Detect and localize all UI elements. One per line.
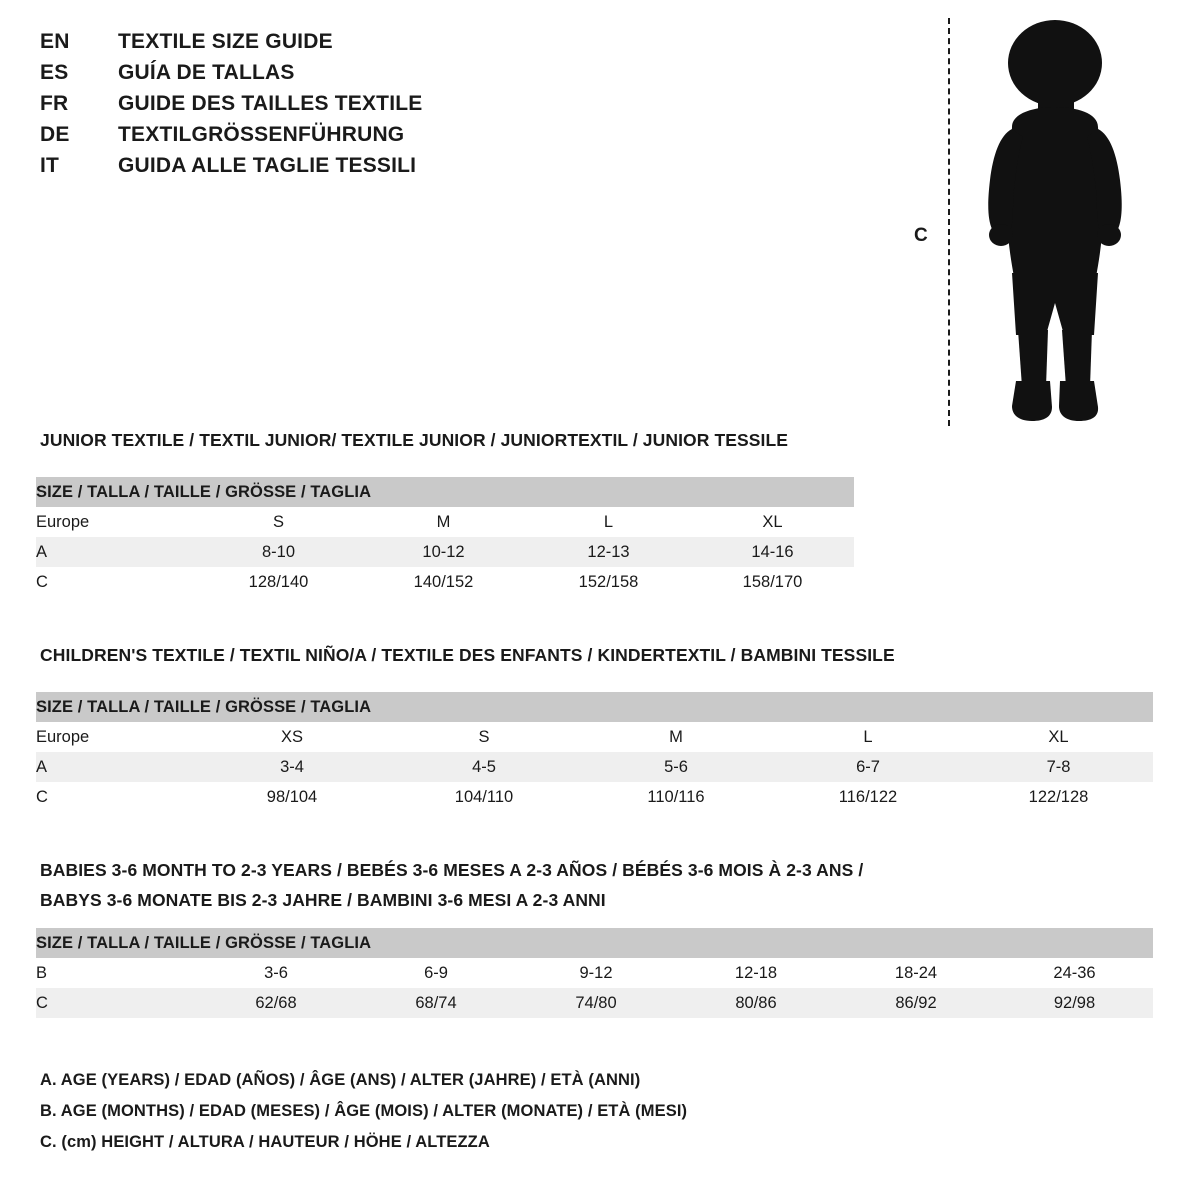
cell-value: S <box>196 507 361 537</box>
cell-value: 3-6 <box>196 958 356 988</box>
table-row <box>36 567 854 597</box>
row-label: B <box>36 958 196 988</box>
cell-value: L <box>772 722 964 752</box>
cell-value: 62/68 <box>196 988 356 1018</box>
section-title-babies-line1: BABIES 3-6 MONTH TO 2-3 YEARS / BEBÉS 3-6 MESES A 2-3 AÑOS / BÉBÉS 3-6 MOIS À 2-3 ANS / <box>40 860 864 880</box>
section-title-children: CHILDREN'S TEXTILE / TEXTIL NIÑO/A / TEXTILE DES ENFANTS / KINDERTEXTIL / BAMBINI TESSILE <box>40 645 895 665</box>
language-code: DE <box>40 123 70 146</box>
language-code: IT <box>40 154 60 177</box>
language-row <box>40 61 640 92</box>
language-code: ES <box>40 61 69 84</box>
table-row <box>36 988 1153 1018</box>
cell-value: 86/92 <box>836 988 996 1018</box>
row-label: A <box>36 752 196 782</box>
table-header-label: SIZE / TALLA / TAILLE / GRÖSSE / TAGLIA <box>36 477 854 507</box>
legend-line-c: C. (cm) HEIGHT / ALTURA / HAUTEUR / HÖHE / ALTEZZA <box>40 1133 490 1151</box>
babies-size-table <box>36 928 1153 1018</box>
cell-value: 10-12 <box>361 537 526 567</box>
cell-value: 140/152 <box>361 567 526 597</box>
cell-value: 9-12 <box>516 958 676 988</box>
cell-value: 12-13 <box>526 537 691 567</box>
cell-value: 74/80 <box>516 988 676 1018</box>
cell-value: XL <box>964 722 1153 752</box>
section-title-babies <box>40 855 1040 915</box>
table-header-row <box>36 692 1153 722</box>
row-label: A <box>36 537 196 567</box>
cell-value: 152/158 <box>526 567 691 597</box>
child-silhouette-icon <box>960 15 1150 430</box>
language-title: TEXTILE SIZE GUIDE <box>118 30 333 53</box>
cell-value: 7-8 <box>964 752 1153 782</box>
language-row <box>40 92 640 123</box>
row-label: C <box>36 782 196 812</box>
table-header-label: SIZE / TALLA / TAILLE / GRÖSSE / TAGLIA <box>36 928 1153 958</box>
row-label: C <box>36 567 196 597</box>
language-row <box>40 154 640 185</box>
cell-value: 3-4 <box>196 752 388 782</box>
language-title-list <box>40 30 640 185</box>
children-size-table <box>36 692 1153 812</box>
section-title-junior: JUNIOR TEXTILE / TEXTIL JUNIOR/ TEXTILE JUNIOR / JUNIORTEXTIL / JUNIOR TESSILE <box>40 430 789 450</box>
cell-value: 98/104 <box>196 782 388 812</box>
row-label: Europe <box>36 722 196 752</box>
cell-value: 8-10 <box>196 537 361 567</box>
language-title: GUÍA DE TALLAS <box>118 61 295 84</box>
cell-value: 158/170 <box>691 567 854 597</box>
legend-line-b: B. AGE (MONTHS) / EDAD (MESES) / ÂGE (MOIS) / ALTER (MONATE) / ETÀ (MESI) <box>40 1102 688 1120</box>
cell-value: 24-36 <box>996 958 1153 988</box>
cell-value: 116/122 <box>772 782 964 812</box>
cell-value: 110/116 <box>580 782 772 812</box>
cell-value: 122/128 <box>964 782 1153 812</box>
height-dashed-line <box>948 18 950 426</box>
table-header-label: SIZE / TALLA / TAILLE / GRÖSSE / TAGLIA <box>36 692 1153 722</box>
cell-value: 18-24 <box>836 958 996 988</box>
cell-value: 5-6 <box>580 752 772 782</box>
cell-value: 104/110 <box>388 782 580 812</box>
legend-line-a: A. AGE (YEARS) / EDAD (AÑOS) / ÂGE (ANS) / ALTER (JAHRE) / ETÀ (ANNI) <box>40 1071 641 1089</box>
table-row <box>36 752 1153 782</box>
cell-value: 14-16 <box>691 537 854 567</box>
cell-value: S <box>388 722 580 752</box>
cell-value: L <box>526 507 691 537</box>
cell-value: 68/74 <box>356 988 516 1018</box>
row-label: C <box>36 988 196 1018</box>
measurement-figure <box>900 10 1160 430</box>
cell-value: 12-18 <box>676 958 836 988</box>
language-code: EN <box>40 30 70 53</box>
table-row <box>36 507 854 537</box>
cell-value: 4-5 <box>388 752 580 782</box>
cell-value: XL <box>691 507 854 537</box>
figure-measure-label: C <box>914 225 928 246</box>
junior-size-table <box>36 477 854 597</box>
row-label: Europe <box>36 507 196 537</box>
cell-value: 92/98 <box>996 988 1153 1018</box>
language-title: GUIDE DES TAILLES TEXTILE <box>118 92 423 115</box>
table-header-row <box>36 928 1153 958</box>
language-title: GUIDA ALLE TAGLIE TESSILI <box>118 154 417 177</box>
language-code: FR <box>40 92 69 115</box>
legend-block <box>40 1065 1140 1158</box>
cell-value: 6-9 <box>356 958 516 988</box>
cell-value: 80/86 <box>676 988 836 1018</box>
cell-value: 128/140 <box>196 567 361 597</box>
language-row <box>40 30 640 61</box>
table-row <box>36 782 1153 812</box>
cell-value: M <box>361 507 526 537</box>
table-header-row <box>36 477 854 507</box>
language-row <box>40 123 640 154</box>
section-title-babies-line2: BABYS 3-6 MONATE BIS 2-3 JAHRE / BAMBINI 3-6 MESI A 2-3 ANNI <box>40 890 606 910</box>
table-row <box>36 537 854 567</box>
language-title: TEXTILGRÖSSENFÜHRUNG <box>118 123 405 146</box>
table-row <box>36 958 1153 988</box>
cell-value: M <box>580 722 772 752</box>
table-row <box>36 722 1153 752</box>
cell-value: XS <box>196 722 388 752</box>
cell-value: 6-7 <box>772 752 964 782</box>
